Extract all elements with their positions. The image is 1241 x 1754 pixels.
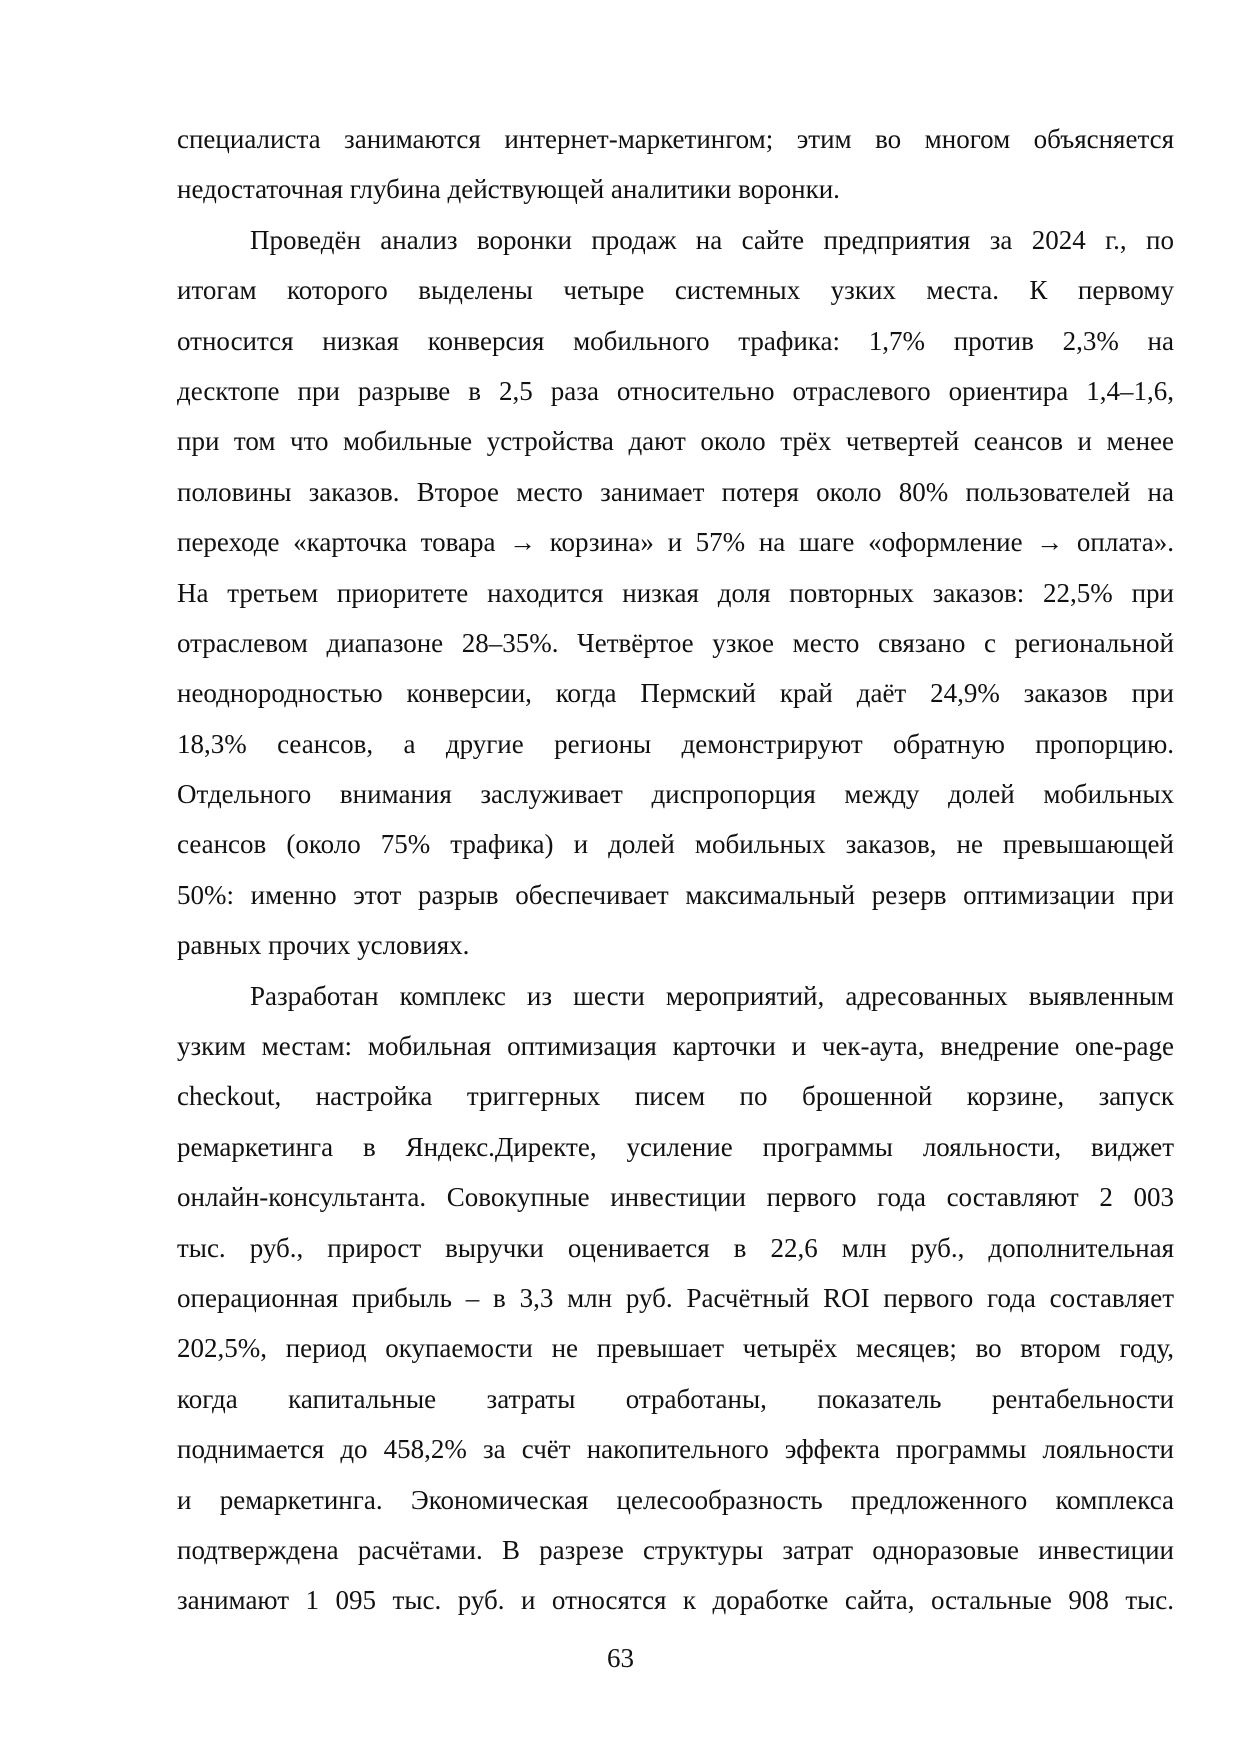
text-line: половины заказов. Второе место занимает потеря около 80% пользователей на [177, 476, 1174, 507]
text-line: онлайн-консультанта. Совокупные инвестиции первого года составляют 2 003 [177, 1182, 1174, 1213]
text-line: 50%: именно этот разрыв обеспечивает максимальный резерв оптимизации при [177, 879, 1174, 910]
text-line: неоднородностью конверсии, когда Пермский край даёт 24,9% заказов при [177, 678, 1174, 709]
body-text [177, 114, 1174, 1626]
text-line: недостаточная глубина действующей аналитики воронки. [177, 174, 840, 205]
page-number: 63 [607, 1643, 634, 1673]
text-line: занимают 1 095 тыс. руб. и относятся к доработке сайта, остальные 908 тыс. [177, 1585, 1174, 1616]
text-line: специалиста занимаются интернет-маркетингом; этим во многом объясняется [177, 124, 1174, 154]
text-line: и ремаркетинга. Экономическая целесообразность предложенного комплекса [177, 1484, 1174, 1515]
text-line: 202,5%, период окупаемости не превышает четырёх месяцев; во втором году, [177, 1333, 1174, 1364]
text-line: отраслевом диапазоне 28–35%. Четвёртое узкое место связано с региональной [177, 627, 1174, 658]
text-line: тыс. руб., прирост выручки оценивается в 22,6 млн руб., дополнительная [177, 1232, 1174, 1263]
text-line: checkout, настройка триггерных писем по брошенной корзине, запуск [177, 1081, 1174, 1112]
text-line: когда капитальные затраты отработаны, показатель рентабельности [177, 1383, 1174, 1414]
text-line: Отдельного внимания заслуживает диспропорция между долей мобильных [177, 779, 1174, 810]
text-line: Разработан комплекс из шести мероприятий, адресованных выявленным [250, 980, 1174, 1011]
text-line: На третьем приоритете находится низкая доля повторных заказов: 22,5% при [177, 577, 1174, 608]
text-line: десктопе при разрыве в 2,5 раза относительно отраслевого ориентира 1,4–1,6, [177, 375, 1174, 406]
text-line: 18,3% сеансов, а другие регионы демонстрируют обратную пропорцию. [177, 728, 1174, 759]
text-line: сеансов (около 75% трафика) и долей мобильных заказов, не превышающей [177, 829, 1174, 860]
text-line: ремаркетинга в Яндекс.Директе, усиление программы лояльности, виджет [177, 1131, 1174, 1162]
text-line: узким местам: мобильная оптимизация карточки и чек-аута, внедрение one-page [177, 1031, 1174, 1062]
text-line: переходе «карточка товара → корзина» и 57% на шаге «оформление → оплата». [177, 527, 1174, 558]
text-line: подтверждена расчётами. В разрезе структуры затрат одноразовые инвестиции [177, 1534, 1174, 1565]
paragraph-3 [177, 971, 1174, 1626]
paragraph-1 [177, 114, 1174, 215]
text-line: итогам которого выделены четыре системных узких места. К первому [177, 275, 1174, 306]
text-line: равных прочих условиях. [177, 930, 470, 961]
text-line: при том что мобильные устройства дают около трёх четвертей сеансов и менее [177, 426, 1174, 457]
paragraph-2 [177, 215, 1174, 971]
text-line: поднимается до 458,2% за счёт накопительного эффекта программы лояльности [177, 1434, 1174, 1465]
text-line: относится низкая конверсия мобильного трафика: 1,7% против 2,3% на [177, 325, 1174, 356]
text-line: Проведён анализ воронки продаж на сайте предприятия за 2024 г., по [250, 224, 1174, 255]
text-line: операционная прибыль – в 3,3 млн руб. Расчётный ROI первого года составляет [177, 1282, 1174, 1313]
